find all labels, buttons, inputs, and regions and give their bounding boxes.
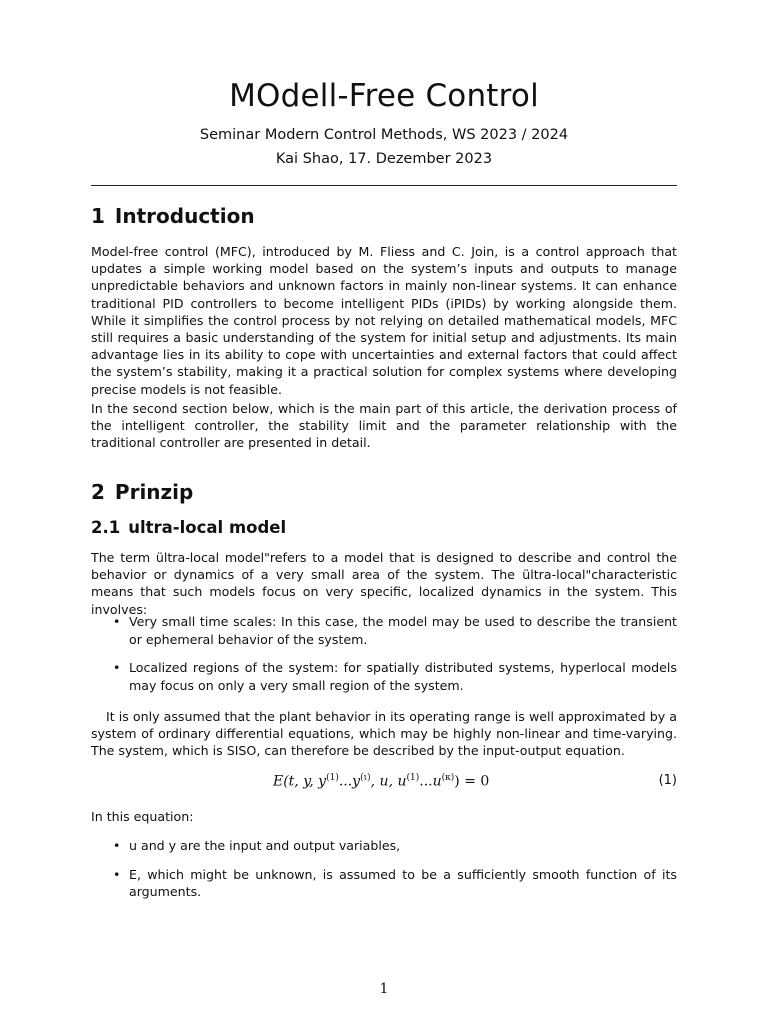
paper-title: MOdell-Free Control — [229, 78, 539, 114]
intro-paragraph-2: In the second section below, which is the main part of this article, the derivation process of the intelligent controller, the stability limit and the parameter relationship with the traditional controller are presented in detail. — [91, 401, 677, 451]
page-number: 1 — [379, 981, 389, 997]
intro-paragraph-1: Model-free control (MFC), introduced by M. Fliess and C. Join, is a control approach that updates a simple working model based on the system’s inputs and outputs to manage unpredictable behaviors and unknown factors in mainly non-linear systems. It can enhance traditional PID controllers to become intelligent PIDs (iPIDs) by working alongside them. While it simplifies the control process by not relying on detailed mathematical models, MFC still requires a basic understanding of the system for initial setup and adjustments. Its main advantage lies in its ability to cope with uncertainties and external factors that could affect the system’s stability, making it a practical solution for complex systems where developing precise models is not feasible. — [91, 244, 677, 397]
subsection-heading-ultra-local — [91, 518, 286, 537]
list-item: • Very small time scales: In this case, the model may be used to describe the transient or ephemeral behavior of the system. — [113, 614, 677, 647]
subsection-title: ultra-local model — [128, 518, 287, 537]
equation-number: (1) — [658, 773, 677, 788]
bullet-icon: • — [113, 660, 121, 676]
equation-1 — [91, 773, 677, 797]
bullet-icon: • — [113, 866, 121, 882]
equation-formula: E(t, y, $y^{(1)}...y^{(\iota)}$, u, $u^{(1)}...u^{(\kappa)}) = 0$ — [273, 773, 490, 790]
section-title: Prinzip — [114, 480, 194, 504]
section-number: 1 — [91, 204, 105, 228]
ultra-local-intro: The term ültra-local model"refers to a model that is designed to describe and control the behavior or dynamics of a very small area of the system. The ültra-local"characteristic means that such models focus on very specific, localized dynamics in the system. This involves: — [91, 550, 677, 617]
bullet-icon: • — [113, 838, 121, 853]
subsection-number: 2.1 — [91, 518, 121, 537]
author-date: Kai Shao, 17. Dezember 2023 — [275, 151, 493, 167]
after-equation-text: In this equation: — [91, 809, 194, 824]
section-number: 2 — [91, 480, 105, 504]
assumption-paragraph: It is only assumed that the plant behavior in its operating range is well approximated by a system of ordinary differential equations, which may be highly non-linear and time-varying. The system, which is SISO, can therefore be described by the input-output equation. — [91, 709, 677, 759]
paper-subtitle: Seminar Modern Control Methods, WS 2023 / 2024 — [199, 127, 569, 143]
title-rule — [91, 185, 677, 186]
list-item: • u and y are the input and output variables, — [113, 838, 401, 853]
ultra-local-bullet-list — [91, 613, 677, 705]
list-item: • E, which might be unknown, is assumed to be a sufficiently smooth function of its arguments. — [113, 866, 677, 900]
bullet-icon: • — [113, 614, 121, 629]
variables-bullet-list — [91, 837, 677, 912]
section-heading-introduction — [91, 204, 255, 228]
list-item: • Localized regions of the system: for spatially distributed systems, hyperlocal models may focus on only a very small region of the system. — [113, 660, 677, 693]
section-heading-prinzip — [91, 480, 193, 504]
section-title: Introduction — [114, 204, 255, 228]
